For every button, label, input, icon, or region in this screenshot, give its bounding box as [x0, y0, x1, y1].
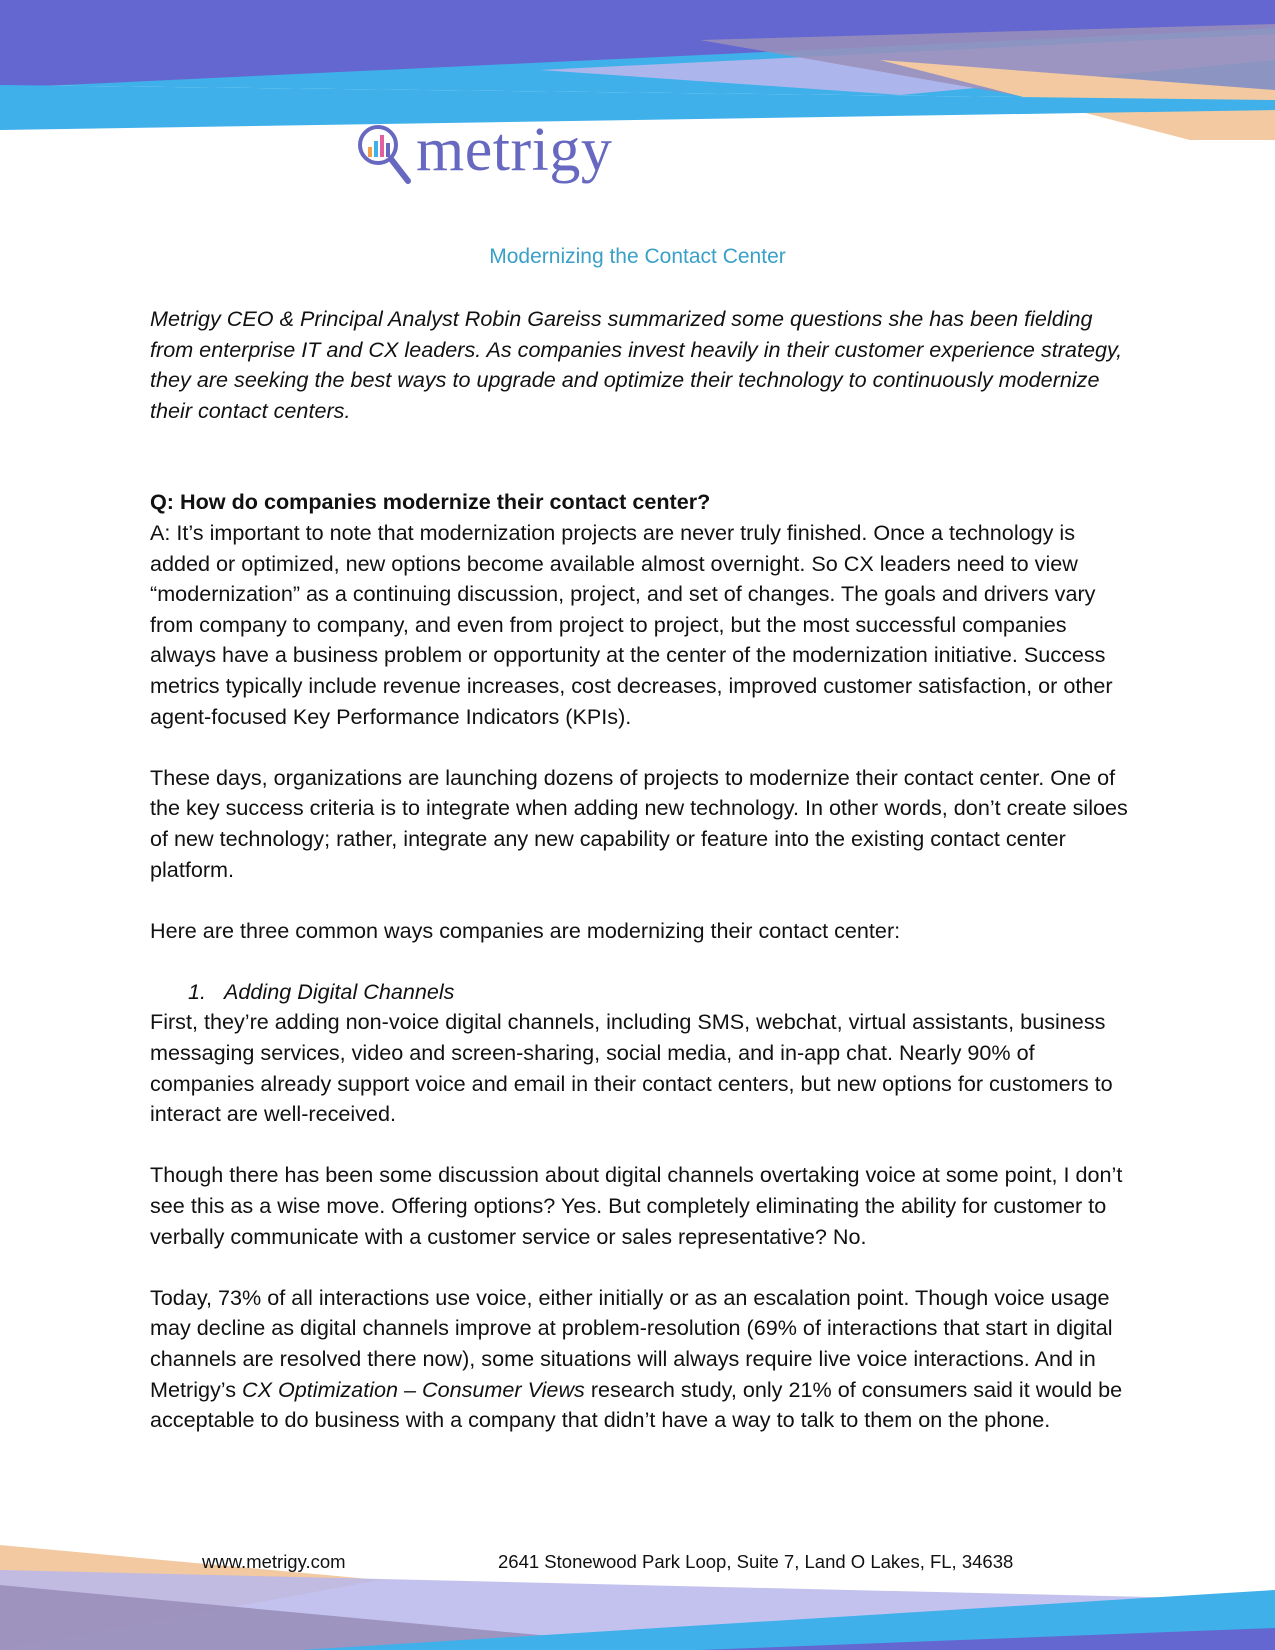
voice-paragraph: Though there has been some discussion about digital channels overtaking voice at some point, I don’t see this as a wise move. Offering options? Yes. But completely eliminating the ability for customer to verbally communicate with a customer service or sales representative? No. — [150, 1162, 1123, 1249]
document-body — [150, 304, 1135, 1436]
footer-address: 2641 Stonewood Park Loop, Suite 7, Land O Lakes, FL, 34638 — [498, 1551, 1014, 1572]
metrigy-logo — [354, 118, 612, 190]
answer-paragraph: A: It’s important to note that modernization projects are never truly finished. Once a technology is added or optimized, new options become available almost overnight. So CX leaders need to view “modernization” as a continuing discussion, project, and set of changes. The goals and drivers vary from company to company, and even from project to project, but the most successful companies always have a business problem or opportunity at the center of the modernization initiative. Success metrics typically include revenue increases, cost decreases, improved customer satisfaction, or other agent-focused Key Performance Indicators (KPIs). — [150, 519, 1113, 729]
intro-paragraph: Metrigy CEO & Principal Analyst Robin Gareiss summarized some questions she has been fielding from enterprise IT and CX leaders. As companies invest heavily in their customer experience strategy, they are seeking the best ways to upgrade and optimize their technology to continuously modernize their contact centers. — [150, 306, 1123, 423]
question-heading: Q: How do companies modernize their contact center? — [150, 489, 711, 515]
list-item-adding-digital-channels — [150, 977, 1135, 1008]
logo-wordmark: metrigy — [416, 116, 613, 184]
document-title: Modernizing the Contact Center — [489, 245, 786, 268]
stats-paragraph — [150, 1283, 1135, 1436]
integration-paragraph: These days, organizations are launching dozens of projects to modernize their contact center. One of the key success criteria is to integrate when adding new technology. In other words, don’t create siloes of new technology; rather, integrate any new capability or feature into the existing contact center platform. — [150, 764, 1128, 882]
header-decorative-band — [0, 0, 1275, 140]
list-item-number: 1. — [188, 978, 207, 1004]
digital-channels-paragraph: First, they’re adding non-voice digital channels, including SMS, webchat, virtual assistants, business messaging services, video and screen-sharing, social media, and in-app chat. Nearly 90% of companies already support voice and email in their contact centers, but new options for customers to interact are well-received. — [150, 1009, 1113, 1127]
stats-text-after: research study, only 21% of consumers said it would be acceptable to do business with a company that didn’t have a way to talk to them on the phone. — [150, 1376, 1123, 1433]
list-item-label: Adding Digital Channels — [224, 978, 455, 1004]
stats-text-before: Today, 73% of all interactions use voice, either initially or as an escalation point. Though voice usage may decline as digital channels improve at problem-resolution (69% of interactions that start in digital channels are resolved there now), some situations will always require live voice interactions. And in Metrigy’s — [150, 1284, 1113, 1402]
three-ways-paragraph: Here are three common ways companies are modernizing their contact center: — [150, 917, 901, 943]
magnifier-chart-logo-icon — [354, 121, 412, 187]
study-title: CX Optimization – Consumer Views — [242, 1376, 585, 1402]
footer-website-link[interactable]: www.metrigy.com — [202, 1551, 346, 1572]
